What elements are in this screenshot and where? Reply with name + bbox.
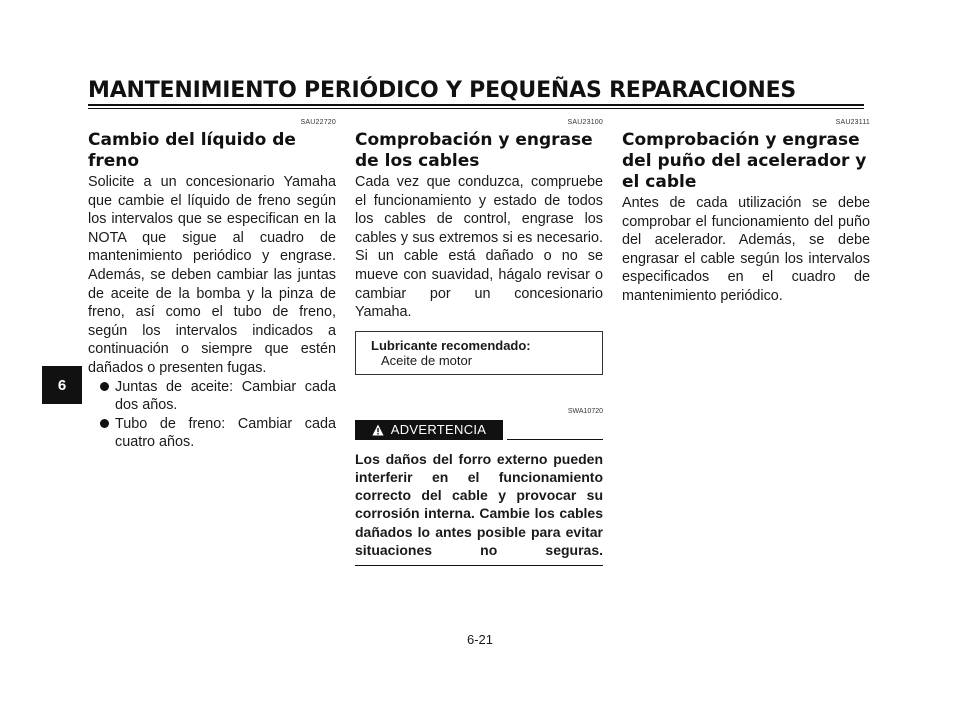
bullet-item	[88, 415, 336, 452]
column-cables	[355, 118, 603, 566]
section-body: Antes de cada utilización se debe comprobar el funcionamiento del puño del acelerador. Además, se debe engrasar el cable según los intervalos especificados en el cuadro de mantenimiento periódico.	[622, 195, 870, 304]
lubricant-value: Aceite de motor	[381, 352, 473, 368]
warning-code: SWA10720	[567, 407, 603, 415]
warning-label-box	[355, 420, 503, 440]
header-rule	[88, 104, 864, 106]
section-code: SAU23100	[567, 119, 603, 126]
warning-bottom-rule	[355, 565, 603, 566]
lubricant-box	[355, 331, 603, 375]
section-heading: Comprobación y engrase del puño del acelerador y el cable	[622, 130, 867, 192]
bullet-dot-icon	[100, 419, 109, 428]
bullet-dot-icon	[100, 382, 109, 391]
bullet-list	[88, 378, 336, 452]
warning-header	[355, 420, 603, 442]
bullet-text: Juntas de aceite: Cambiar cada dos años.	[115, 378, 336, 414]
header-rule-thin	[88, 108, 864, 109]
section-body: Cada vez que conduzca, compruebe el funcionamiento y estado de todos los cables de control, engrase los cables y sus extremos si es necesario. Si un cable está dañado o no se mueve con suavidad, hágalo revisar o cambiar por un concesionario Yamaha.	[355, 174, 603, 321]
section-code: SAU23111	[835, 119, 870, 126]
page-header-title: MANTENIMIENTO PERIÓDICO Y PEQUEÑAS REPARACIONES	[88, 78, 797, 103]
column-brake-fluid	[88, 118, 336, 452]
bullet-item	[88, 378, 336, 415]
page-number: 6-21	[466, 632, 494, 647]
chapter-tab: 6	[42, 366, 82, 404]
bullet-text: Tubo de freno: Cambiar cada cuatro años.	[115, 415, 336, 451]
column-throttle	[622, 118, 870, 306]
section-heading: Cambio del líquido de freno	[88, 130, 296, 171]
warning-text: Los daños del forro externo pueden interferir en el funcionamiento correcto del cable y provocar su corrosión interna. Cambie los cables dañados lo antes posible para evitar situaciones no seguras.	[355, 450, 603, 558]
section-heading: Comprobación y engrase de los cables	[355, 130, 593, 171]
warning-rule	[507, 439, 603, 440]
lubricant-title: Lubricante recomendado:	[371, 337, 531, 353]
section-code: SAU22720	[300, 119, 336, 126]
warning-label: ADVERTENCIA	[390, 422, 487, 438]
section-body: Solicite a un concesionario Yamaha que cambie el líquido de freno según los intervalos que se especifican en la NOTA que sigue al cuadro de mantenimiento periódico y engrase. Además, se deben cambiar las juntas de aceite de la bomba y la pinza de freno, así como el tubo de freno, según los intervalos indicados a continuación o siempre que estén dañados o presenten fugas.	[88, 174, 336, 376]
warning-triangle-icon	[372, 424, 384, 436]
